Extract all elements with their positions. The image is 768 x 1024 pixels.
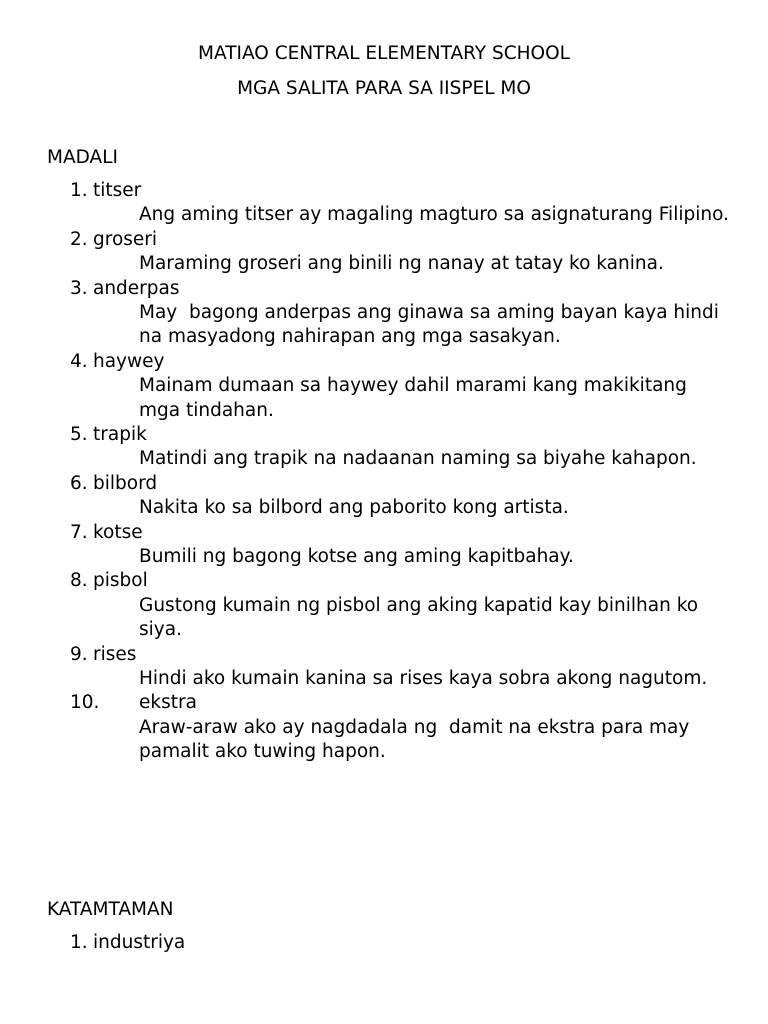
item-number: 1.	[70, 180, 88, 201]
item-number: 5.	[70, 424, 88, 445]
example-sentence: Ang aming titser ay magaling magturo sa asignaturang Filipino.	[139, 204, 729, 226]
list-item	[0, 691, 768, 764]
list-item	[0, 472, 768, 521]
example-sentence: Hindi ako kumain kanina sa rises kaya sobra akong nagutom.	[139, 667, 708, 689]
spelling-word: bilbord	[93, 472, 158, 494]
example-sentence: Mainam dumaan sa haywey dahil marami kang makikitang mga tindahan.	[139, 375, 687, 421]
school-name: MATIAO CENTRAL ELEMENTARY SCHOOL	[198, 43, 570, 64]
spelling-word: anderpas	[93, 277, 180, 299]
word-list-madali	[0, 179, 768, 765]
example-sentence: Gustong kumain ng pisbol ang aking kapatid kay binilhan ko siya.	[139, 594, 699, 641]
list-item	[0, 423, 768, 472]
spelling-word: groseri	[93, 228, 158, 250]
spelling-word: haywey	[93, 350, 165, 372]
list-item	[0, 569, 768, 642]
item-number: 8.	[70, 570, 88, 592]
example-sentence: May bagong anderpas ang ginawa sa aming bayan kaya hindi na masyadong nahirapan ang mga sasakyan.	[139, 301, 725, 348]
item-number: 6.	[70, 472, 88, 494]
item-number: 10.	[70, 692, 100, 714]
spelling-word: titser	[93, 180, 142, 201]
document-title: MGA SALITA PARA SA IISPEL MO	[237, 78, 531, 99]
spelling-word: ekstra	[139, 692, 197, 714]
list-item	[0, 521, 768, 570]
list-item	[0, 931, 768, 955]
item-number: 3.	[70, 277, 88, 299]
list-item	[0, 228, 768, 277]
spelling-word: rises	[93, 643, 137, 665]
example-sentence: Bumili ng bagong kotse ang aming kapitbahay.	[139, 545, 574, 567]
list-item	[0, 179, 768, 228]
item-number: 9.	[70, 643, 88, 665]
section-heading-madali: MADALI	[47, 147, 118, 168]
item-number: 7.	[70, 521, 88, 543]
spelling-word: pisbol	[93, 570, 148, 592]
example-sentence: Maraming groseri ang binili ng nanay at tatay ko kanina.	[139, 253, 664, 275]
section-heading-katamtaman: KATAMTAMAN	[47, 899, 174, 920]
word-list-katamtaman	[0, 931, 768, 955]
example-sentence: Nakita ko sa bilbord ang paborito kong artista.	[139, 497, 569, 519]
item-number: 2.	[70, 228, 88, 250]
spelling-word: industriya	[93, 932, 186, 953]
list-item	[0, 350, 768, 423]
item-number: 4.	[70, 350, 88, 372]
spelling-word: trapik	[93, 424, 147, 445]
spelling-word: kotse	[93, 521, 143, 543]
item-number: 1.	[70, 932, 88, 953]
list-item	[0, 277, 768, 350]
list-item	[0, 643, 768, 692]
example-sentence: Araw-araw ako ay nagdadala ng damit na ekstra para may pamalit ako tuwing hapon.	[139, 716, 696, 763]
example-sentence: Matindi ang trapik na nadaanan naming sa biyahe kahapon.	[139, 448, 697, 470]
